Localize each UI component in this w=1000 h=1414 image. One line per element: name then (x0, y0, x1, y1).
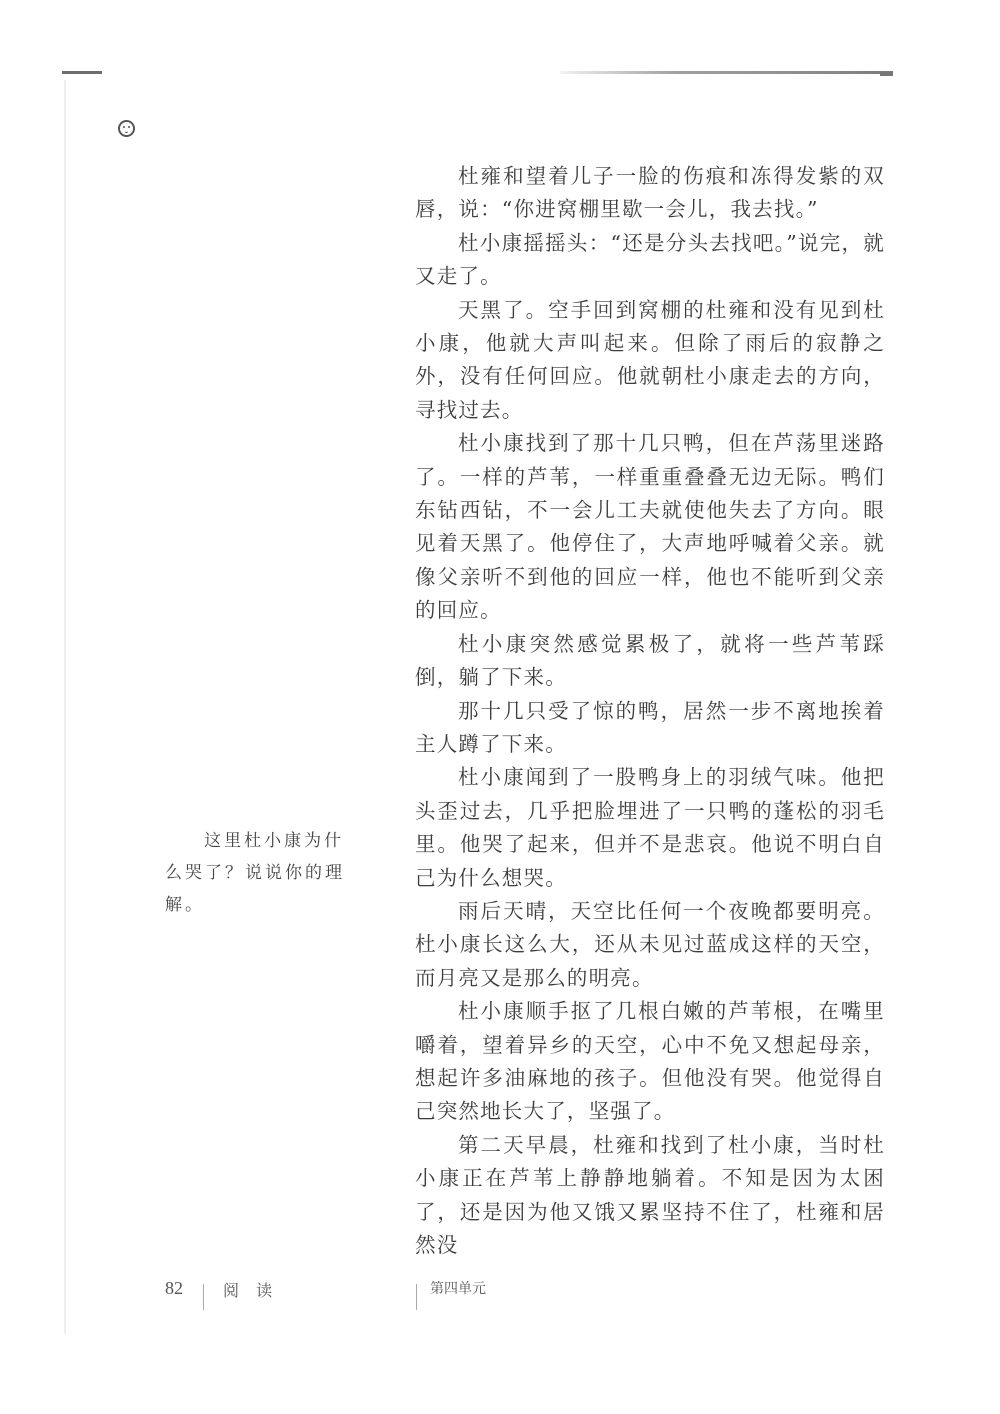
footer-divider (203, 1284, 204, 1310)
footer-unit-name: 第四单元 (430, 1281, 486, 1297)
header-rule-end (880, 72, 893, 76)
paragraph: 天黑了。空手回到窝棚的杜雍和没有见到杜小康，他就大声叫起来。但除了雨后的寂静之外，没有任何回应。他就朝杜小康走去的方向，寻找过去。 (415, 297, 885, 422)
smiley-face-icon (118, 120, 135, 137)
footer-section-name: 阅 读 (223, 1281, 279, 1300)
main-text-column (415, 160, 885, 1262)
paragraph: 那十几只受了惊的鸭，居然一步不离地挨着主人蹲了下来。 (415, 698, 885, 756)
paragraph: 杜小康找到了那十几只鸭，但在芦荡里迷路了。一样的芦苇，一样重重叠叠无边无际。鸭们东钻西钻，不一会儿工夫就使他失去了方向。眼见着天黑了。他停住了，大声地呼喊着父亲。就像父亲听不到他的回应一样，他也不能听到父亲的回应。 (415, 431, 885, 623)
paragraph: 第二天早晨，杜雍和找到了杜小康，当时杜小康正在芦苇上静静地躺着。不知是因为太困了，还是因为他又饿又累坚持不住了，杜雍和居然没 (415, 1132, 885, 1257)
margin-question-note (165, 825, 360, 921)
paragraph: 杜小康突然感觉累极了，就将一些芦苇踩倒，躺了下来。 (415, 631, 885, 690)
header-rule-left (62, 71, 102, 74)
paragraph: 杜小康顺手抠了几根白嫩的芦苇根，在嘴里嚼着，望着异乡的天空，心中不免又想起母亲，想起许多油麻地的孩子。但他没有哭。他觉得自己突然地长大了，坚强了。 (415, 999, 885, 1124)
header-rule-right (560, 71, 893, 74)
paragraph: 杜小康闻到了一股鸭身上的羽绒气味。他把头歪过去，几乎把脸埋进了一只鸭的蓬松的羽毛里。他哭了起来，但并不是悲哀。他说不明白自己为什么想哭。 (415, 765, 885, 890)
page-edge-line (64, 80, 66, 1334)
page-number: 82 (165, 1278, 183, 1298)
paragraph: 雨后天晴，天空比任何一个夜晚都要明亮。杜小康长这么大，还从未见过蓝成这样的天空，而月亮又是那么的明亮。 (415, 898, 885, 990)
footer-divider (416, 1284, 417, 1310)
side-note-text: 这里杜小康为什么哭了？说说你的理解。 (165, 831, 345, 915)
paragraph: 杜雍和望着儿子一脸的伤痕和冻得发紫的双唇，说：“你进窝棚里歇一会儿，我去找。” (415, 164, 885, 222)
paragraph: 杜小康摇摇头：“还是分头去找吧。”说完，就又走了。 (415, 230, 885, 289)
